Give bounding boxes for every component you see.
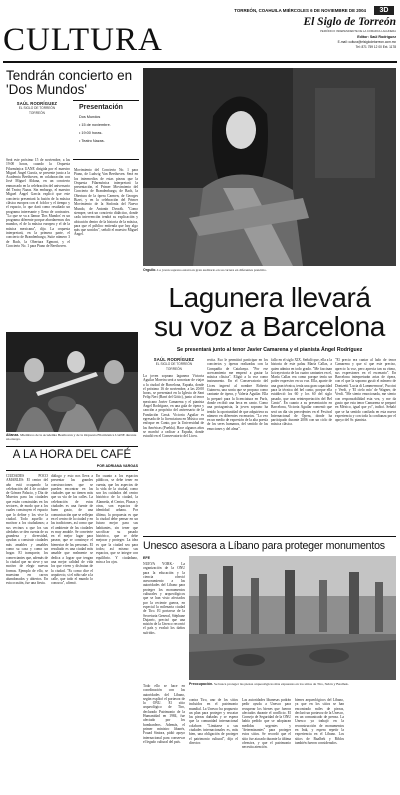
concert-author-sub2: TORREÓN: [29, 111, 45, 115]
main-col-1: La joven soprano lagunera Victoria Aguilar Moreira será a sonorizar de viajar a la ciudad de Barcelona, España, donde el próximo 16 de noviembre, a las 20:00 horas, se presentará en la Iglesia de Sant Felip Neri (Barrí del Gòtic), junto al tenor mexicano Javier Camarena y el pianista Ángel Rodríguez, en una gala de ópera y canción a propósito del aniversario de la Fundación Cassà. Victoria Aguilar es egresada de la licenciatura en Música con enfoque en Canto, por la Universidad de las Américas (Puebla). Hace algunos años se marchó a radicar a España, donde estudió en el Conservatorio del Liceu.: [143, 374, 204, 439]
concert-author: SAÚL RODRÍGUEZ: [16, 101, 58, 106]
email-label: E-mail: cultura@elsiglodetorreon.com.mx: [337, 40, 396, 44]
orchestra-photo-caption: Alianza. Miembros de la Academia Beethoven y de la Orquesta Filarmónica UANE durante un ensayo.: [6, 433, 137, 442]
main-author: SAÚL RODRÍGUEZ: [153, 357, 195, 362]
editor-label: Editor: Saúl Rodríguez: [357, 35, 396, 39]
presentation-box-item: • Teatro Nazas.: [79, 139, 105, 143]
unesco-col-4: Las autoridades libanesas podrán pedir ayuda a Unesco para recuperar los bienes que fueron afectados durante el conflicto. El Consejo de Seguridad de la ONU había pedido que se adoptaran medidas urgentes y "determinantes" para proteger estos sitios. Se recordó que el sitio fue atacado durante la última ofensiva, y que el patrimonio necesita atención.: [242, 698, 291, 750]
singer-photo-art: [143, 68, 396, 266]
presentation-box: [73, 100, 139, 160]
unesco-col-1: NUEVA YORK.- La organización de la ONU para la educación y la ciencia ofreció asesoramiento a las autoridades del Líbano para proteger los monumentos culturales y arqueológicos que se han visto afectados por la reciente guerra, en especial la milenaria ciudad de Tiro. El portavoz de la Secretaria General, Stéphane Dujarric, precisó que una misión de la Unesco recorrió el país y evaluó los daños sufridos.: [143, 562, 185, 635]
unesco-photo-art: [189, 556, 396, 680]
orchestra-photo-art: [6, 332, 138, 432]
cafe-title: A LA HORA DEL CAFÉ: [12, 449, 132, 461]
cafe-top-rule: [6, 446, 138, 447]
concert-col-2: Movimiento del Concierto No. 1 para Piano, de Ludwig Van Beethoven. Será en los intermedios de estas piezas que la Orquesta Filarmónica interpretará la presentación, el Primer Movimiento del Concierto de Brandenburgo, de Bach, la Obertura de la ópera Carmen, de Georges Bizet, y en la celebración del Primer Movimiento de la Sinfonía del Nuevo Mundo, de Antonín Dvorák. "Como siempre, será un concierto didáctico, donde cada intervención tendrá su explicación y ubicación dentro de la historia de la música, para que el público entienda que hay algo más que sonidos", señaló el maestro Miguel Ángel.: [74, 168, 138, 237]
orchestra-photo: [6, 332, 138, 432]
unesco-top-rule: [143, 536, 396, 537]
cafe-author-rule: [6, 470, 138, 471]
presentation-box-title: Presentación: [79, 104, 123, 111]
cafe-col-3: En cuanto a los espacios públicos, se debe tener en cuenta, que los aspectos de la vida de la ciudad, como son los cuidados del centro histórico de la ciudad, la Alameda, el Centro, Plazas y otras, son espacios de identidad urbana. Por último, la propuesta es que la ciudad debe pensar en un futuro mejor para sus habitantes, sin tener que sacrificar su pasado histórico, que se debe mejorar y proteger. La idea es que la ciudad sea para todos; así mismo sus espacios, que se integre con equilibrio. Y ciudadano, mira a los ojos.: [96, 474, 138, 564]
unesco-photo-caption: Preocupación. Se busca proteger las piezas arqueológicas más expuestas en los sitios de Tiro, Sidón y Baalbek.: [189, 682, 349, 686]
presentation-box-name: Dos Mundos: [79, 115, 101, 119]
section-title: CULTURA: [3, 22, 163, 58]
header-rule: [3, 61, 397, 63]
tel-label: Tel: 871 759 12 00 Ext. 1178: [355, 45, 396, 49]
singer-photo-caption: Orgullo. La joven soprano estará en gran auditorio en su carrera en diferentes pretérito.: [143, 268, 267, 272]
main-author-sub: EL SIGLO DE TORREÓN: [155, 362, 193, 366]
cafe-author: POR ADRIANA VARGAS: [96, 464, 138, 468]
main-col-3: fallo en el siglo XIX. Señaló que, ella a la historia de este palau María Callas, a quien admira en todo grado. "Me fascinan la trayectoria de las cuatro cantantes en el, María Callas era como porque tenía un poder expresivo en su voz. Ella, aparte de una gran técnica, tenía una gran capacidad para la técnica del bel canto, porque ella estableció los 60 y los 60 del siglo pasado, que una reinterpretación del Bel Canto". En cuanto a su presentación en Barcelona, Victoria Aguilar comentó que será un día sin precedentes en el Festival Internacional de Ópera, donde ha participado durante 2006 con un ciclo de música clásica.: [271, 358, 332, 427]
unesco-title: Unesco asesora a Líbano para proteger monumentos: [143, 540, 385, 552]
paper-sub: PERIÓDICO INDEPENDIENTE DE LA COMARCA LAGUNERA: [320, 30, 396, 33]
unesco-photo: [189, 556, 396, 680]
presentation-box-item: • 19:00 horas.: [79, 131, 103, 135]
main-deck: Se presentará junto al tenor Javier Camarena y el pianista Ángel Rodríguez: [176, 347, 363, 353]
unesco-col-5: bienes arqueológicos del Líbano, ya que en los sitios se han encontrado miles de piezas, declaró un portavoz de la Unesco, en un comunicado de prensa. La Unesco ya trabajó en la reconstrucción de monumentos en Irak, y espera repetir la experiencia en el Líbano. Los sitios de Baalbek y Biblos también fueron considerados.: [295, 698, 344, 745]
concert-author-sub: EL SIGLO DE TORREÓN: [18, 106, 56, 110]
unesco-col-3: contra Tiro, uno de los sitios incluidos en el patrimonio mundial. La Unesco ha propuesto un plan para proteger y rescatar las piezas dañadas y se espera que la comunidad internacional colabore. "Limitarse a sus ciudades internacionales es, más bien, una obligación de proteger el patrimonio cultural", dijo el director.: [189, 698, 238, 745]
main-col-2: recita. Eso le permitirá participar en los conciertos y óperas realizadas con la Compañía de Catalunya. "Por ese acercamiento me empezó a gustar la música clásica". Eligió a la voz como instrumento. En el Conservatorio del Liceu ingresó al nombre Roberto Guimera, una sonia que se propuso como cantante de ópera, y Valeria Aguilar. Ella la preparó para la licenciatura en París, donde recibió una beca en canto. Como una protagonista, la joven soprano ha tenido la oportunidad de que adquiriera su número en diferentes escenarios. "Lo veo en un medio de expresión de la alta poesía de los seres humanos, del sentido de las emociones y del alma".: [207, 358, 268, 431]
unesco-col-2: Todo ello se hace en coordinación con las autoridades del Líbano, según explicó el portavoz de la ONU. El sitio arqueológico de Tiro, declarado Patrimonio de la Humanidad en 1984, fue afectado por los bombardeos. Además, el primer ministro libanés, Fouad Siniora, pidió apoyo internacional para conservar el legado cultural del país.: [143, 684, 185, 744]
paper-name: El Siglo de Torreón: [303, 16, 396, 28]
cafe-col-1: CIUDADES POCO AMABLES: El centro del año está ocupando la celebración del 4 de octubre de Gómez Palacio, y Dia de Muertos para las ciudades que están construidas en los sectores, de modo que a los cuales construyen el espacio que lo define y los vive la ciudad. Todo aquello a motivar a los ciudadanos; a sus vecinos a que los sus aledaños se den cuenta de su grandeza y diversidad, ayudan a construir ciudades más amables y amables como su casa y como un hogar. El transporte, los comerciantes que, además de la ciudad que no sirve y un motivo de elegir nuevas formas. Ejemplo de ello, se muestran en carros abandonados y abiertos. En esta ocasión, fue una fiesta.: [6, 474, 48, 586]
main-col-4: "El precio era cantar al lado de tenor Camarena y que sí que este preciso, aprecio la voz, pero aprecia tan su ritmo, sus expresiones en el escenario". En Barcelona interpretarán arias de ópera, con el que la soprano gustó el número de Donizetti 'Lucia di Lammermoor', Puccini y Verdi, y 'El cielo mío' de Wagner, de Verdi. "Me siento emocionada, me siento con responsabilidad esta vez, y me da gusto que esta tenor Camarena se preparó en México, igual que yo", indicó. Señaló que se ha sentido confiada en esta nueva experiencia y con toda la confianza por el apoyo del Sr. pianista.: [335, 358, 396, 423]
unesco-tag: EFE: [143, 556, 150, 560]
singer-photo: [143, 68, 396, 266]
main-title-line-2: su voz a Barcelona: [154, 311, 385, 342]
main-title-line-1: Lagunera llevará: [168, 282, 371, 313]
concert-title: Tendrán concierto en 'Dos Mundos': [6, 68, 133, 97]
unesco-col-6: [348, 698, 396, 790]
page-code: 3D: [374, 6, 394, 15]
cafe-col-2: diálogo y esto nos lleva a presentar las grandes construcciones que se pueden encontrar en las ciudades que no tienen más que su vía de las calles. La celebración de estas ciudades es una fuente de buen gusto, de una comunicación que se reflejan en el centro de la ciudad y en las tradiciones, así como que el ambiente de las ciudades es muy amable. Se convierte en el mejor lugar para pasear, que se construye el bienestar de las personas. El resultado es una ciudad más amable que realmente se dedica a lograr que tengan una mejor calidad de vida los que viven y disfrutan de la ciudad. "Es como dice el arquitecto, si el niño sale a la calle, que todo el mundo lo conozca", afirmó.: [51, 474, 93, 586]
main-author-sub2: TORREÓN: [166, 367, 182, 371]
presentation-box-item: • 15 de noviembre.: [79, 123, 111, 127]
concert-col-1: Será este próximo 15 de noviembre, a las 19:00 horas, cuando la Orquesta Filarmónica UANE dirigida por el maestro Miguel Ángel García, se presente junto a la Academia Beethoven, en colaboración con José Miguel Aldana, en un concierto enmarcado en la celebración del aniversario del Teatro Nazas. Sin embargo, el maestro Miguel Ángel García explicó que este concierto presentará la fusión de la música clásica europea con el folclor y el tiempo y el espacio, lo que dará como resultado un programa interesante y lleno de contrastes. "Lo que se va a llamar 'Dos Mundos' es un programa diferente porque abordaremos dos mundos, el de la música europea y el de la música mexicana", dijo. La orquesta interpretará, en la primera parte, el concierto de Brandenburgo, Suite número 3 de Bach, la Obertura Egmont, y el Concierto No. 1 para Piano de Beethoven.: [6, 158, 70, 248]
dateline: TORREÓN, COAHUILA MIÉRCOLES 6 DE NOVIEMBRE DE 2004: [234, 8, 366, 13]
